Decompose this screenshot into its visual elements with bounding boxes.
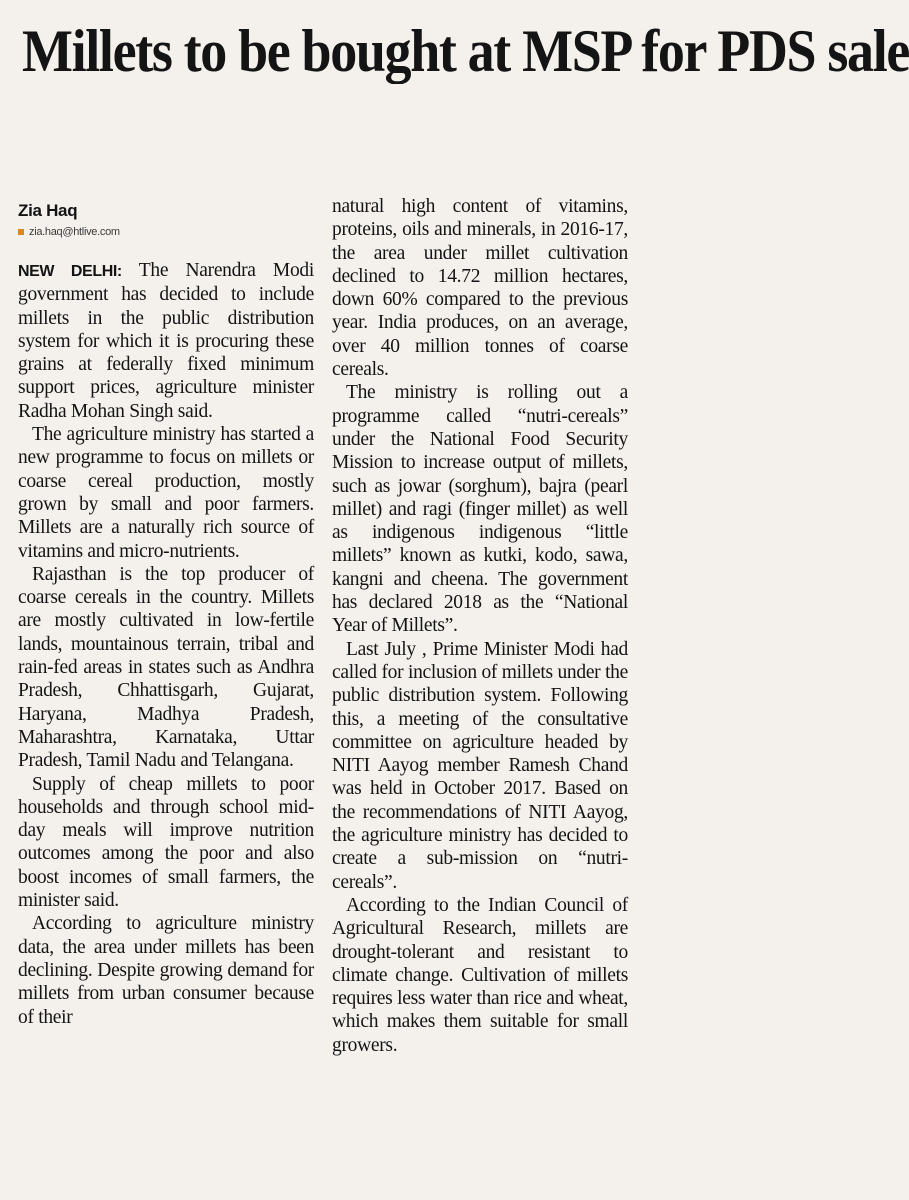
- paragraph: The ministry is rolling out a programme called “nutri-cereals” under the National Food Security Mission to increase output of millets, such as jowar (sorghum), bajra (pearl millet) and ragi (finger millet) as well as indigenous indigenous “little millets” known as kutki, kodo, sawa, kangni and cheena. The government has declared 2018 as the “National Year of Millets”.: [332, 382, 628, 637]
- lead-text: The Narendra Modi government has decided to include millets in the public distribution system for which it is procuring these grains at federally fixed minimum support prices, agriculture minister Radha Mohan Singh said.: [18, 260, 314, 422]
- byline-author: Zia Haq: [18, 201, 78, 220]
- bullet-square-icon: [18, 229, 24, 235]
- article-body: [18, 195, 628, 1190]
- headline: Millets to be bought at MSP for PDS sale: [22, 18, 909, 84]
- paragraph: According to agriculture ministry data, the area under millets has been declining. Despite growing demand for millets from urban consumer because of their: [18, 913, 314, 1028]
- paragraph: Last July , Prime Minister Modi had called for inclusion of millets under the public distribution system. Following this, a meeting of the consultative committee on agriculture headed by NITI Aayog member Ramesh Chand was held in October 2017. Based on the recommendations of NITI Aayog, the agriculture ministry has decided to create a sub-mission on “nutri-cereals”.: [332, 638, 628, 893]
- column-left: [18, 195, 314, 1190]
- paragraph: Supply of cheap millets to poor households and through school mid-day meals will improve nutrition outcomes among the poor and also boost incomes of small farmers, the minister said.: [18, 773, 314, 912]
- dateline: NEW DELHI:: [18, 263, 122, 280]
- column-right: [332, 195, 628, 1190]
- email-address[interactable]: zia.haq@htlive.com: [29, 226, 120, 238]
- paragraph-continued: natural high content of vitamins, proteins, oils and minerals, in 2016-17, the area under millet cultivation declined to 14.72 million hectares, down 60% compared to the previous year. India produces, on an average, over 40 million tonnes of coarse cereals.: [332, 196, 628, 381]
- paragraph: According to the Indian Council of Agricultural Research, millets are drought-tolerant and resistant to climate change. Cultivation of millets requires less water than rice and wheat, which makes them suitable for small growers.: [332, 894, 628, 1056]
- paragraph: Rajasthan is the top producer of coarse cereals in the country. Millets are mostly cultivated in low-fertile lands, mountainous terrain, tribal and rain-fed areas in states such as Andhra Pradesh, Chhattisgarh, Gujarat, Haryana, Madhya Pradesh, Maharashtra, Karnataka, Uttar Pradesh, Tamil Nadu and Telangana.: [18, 563, 314, 772]
- lead-paragraph: [18, 259, 314, 423]
- byline-email[interactable]: [18, 225, 314, 239]
- paragraph: The agriculture ministry has started a new programme to focus on millets or coarse cereal production, mostly grown by small and poor farmers. Millets are a naturally rich source of vitamins and micro-nutrients.: [18, 424, 314, 562]
